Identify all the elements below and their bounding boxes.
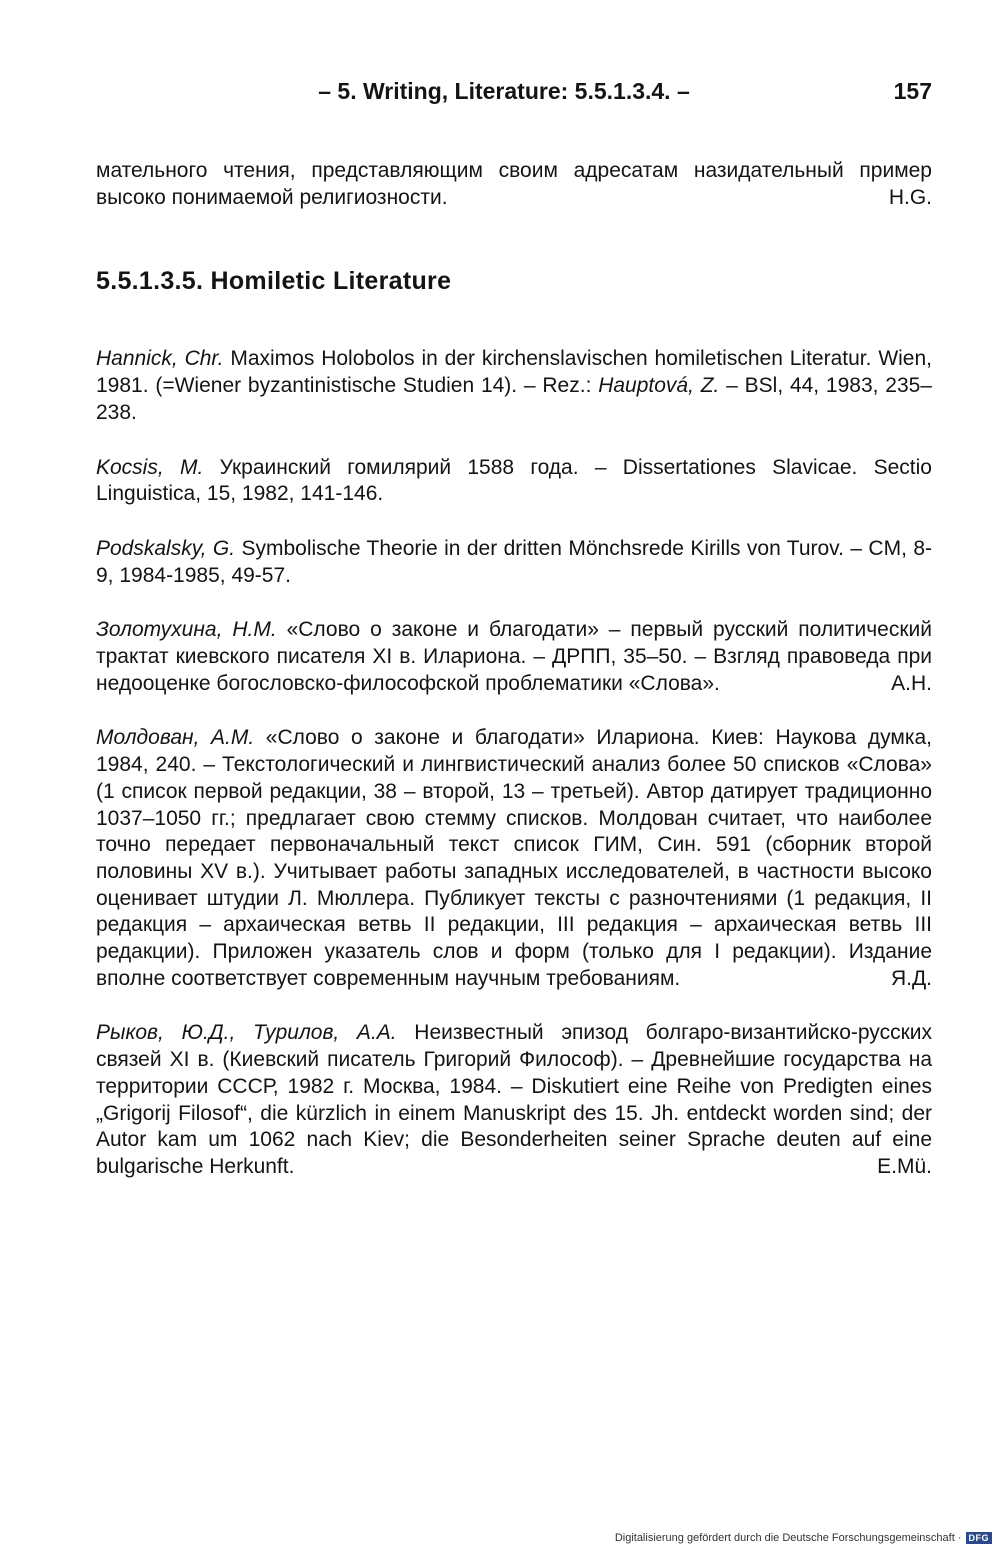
running-title: – 5. Writing, Literature: 5.5.1.3.4. – [318, 78, 690, 104]
bibliography-entries [96, 346, 932, 1180]
bibliography-entry [96, 346, 932, 426]
entry-author: Hannick, Chr. [96, 347, 224, 371]
bibliography-entry [96, 455, 932, 508]
dfg-logo: DFG [966, 1532, 993, 1544]
running-header [96, 78, 932, 114]
section-heading: 5.5.1.3.5. Homiletic Literature [96, 267, 452, 296]
entry-author: Молдован, А.М. [96, 726, 255, 750]
entry-text: «Слово о законе и благодати» Илариона. Киев: Наукова думка, 1984, 240. – Текстологический и лингвистический анализ более 50 списков «Слова» (1 список первой редакции, 38 – второй, 13 – третьей). Автор датирует традиционно 1037–1050 гг.; предлагает свою стемму списков. Молдован считает, что наиболее точно передает первоначальный текст список ГИМ, Син. 591 (сборник второй половины XV в.). Учитывает работы западных исследователей, в частности высоко оценивает штудии Л. Мюллера. Публикует тексты с разночтениями (1 редакция, II редакция – архаическая ветвь II редакции, III редакция – архаическая ветвь III редакции). Приложен указатель слов и форм (только для I редакции). Издание вполне соответствует современным научным требованиям. [96, 726, 932, 990]
entry-reviewer: Hauptová, Z. [598, 374, 720, 398]
entry-author: Podskalsky, G. [96, 536, 236, 560]
bibliography-entry [96, 1020, 932, 1180]
reviewer-initials: H.G. [888, 185, 932, 209]
bibliography-entry [96, 617, 932, 697]
entry-text: Symbolische Theorie in der dritten Mönchsrede Kirills von Turov. – CM, 8-9, 1984-1985, 49-57. [96, 536, 932, 587]
page [96, 78, 932, 1209]
entry-author: Рыков, Ю.Д., Турилов, А.А. [96, 1021, 397, 1045]
credit-text: Digitalisierung gefördert durch die Deutsche Forschungsgemeinschaft · [614, 1532, 962, 1544]
entry-author: Kocsis, M. [96, 455, 204, 479]
entry-text: Неизвестный эпизод болгаро-византийско-русских связей XI в. (Киевский писатель Григорий Философ). – Древнейшие государства на территории СССР, 1982 г. Москва, 1984. – Diskutiert eine Reihe von Predigten eines „Grigorij Filosof“, die kürzlich in einem Manuskript des 15. Jh. entdeckt worden sind; der Autor kam um 1062 nach Kiev; die Besonderheiten seiner Sprache deuten auf eine bulgarische Herkunft. [96, 1021, 932, 1178]
bibliography-entry [96, 536, 932, 589]
entry-author: Золотухина, Н.М. [96, 618, 277, 642]
entry-text: «Слово о законе и благодати» – первый русский политический трактат киевского писателя XI в. Илариона. – ДРПП, 35–50. – Взгляд правоведа при недооценке богословско-философской проблематики «Слова». [96, 618, 932, 695]
reviewer-initials: А.Н. [891, 671, 932, 695]
page-number: 157 [893, 78, 932, 104]
reviewer-initials: E.Mü. [877, 1154, 932, 1178]
entry-text-continued: – BSl, 44, 1983, 235–238. [96, 374, 932, 424]
continuation-text: мательного чтения, представляющим своим адресатам назидательный пример высоко понимаемой религиозности. [96, 159, 932, 209]
digitization-credit [615, 1532, 992, 1544]
continuation-paragraph [96, 158, 932, 211]
entry-text: Maximos Holobolos in der kirchenslavischen homiletischen Literatur. Wien, 1981. (=Wiener byzantinistische Studien 14). – Rez.: [96, 347, 933, 398]
bibliography-entry [96, 725, 932, 992]
entry-text: Украинский гомилярий 1588 года. – Dissertationes Slavicae. Sectio Linguistica, 15, 1982, 141-146. [96, 455, 932, 506]
reviewer-initials: Я.Д. [890, 966, 932, 990]
